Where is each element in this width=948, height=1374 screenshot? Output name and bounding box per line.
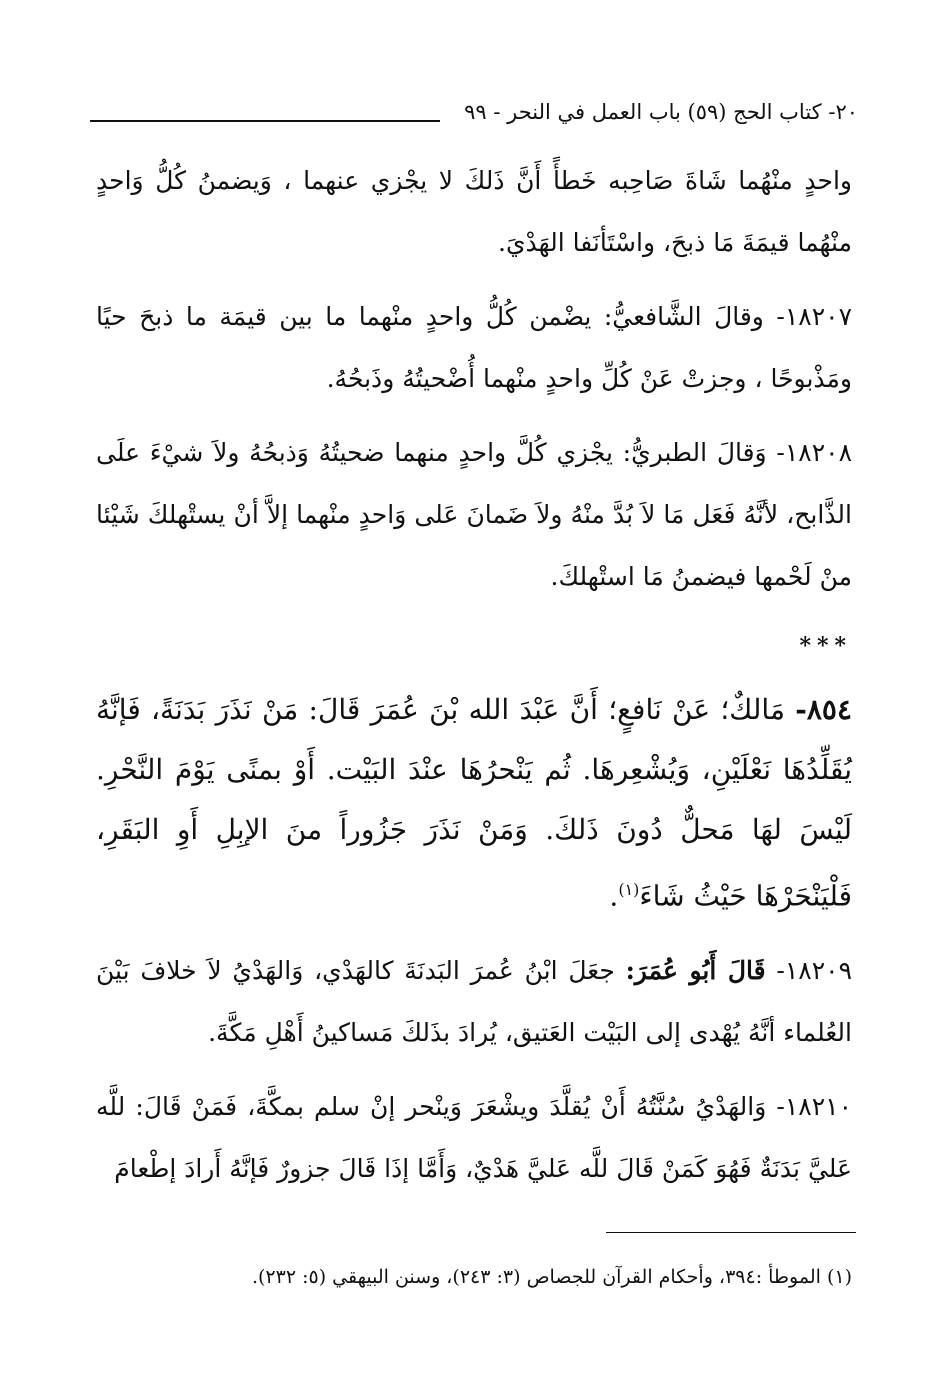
paragraph-18207: ١٨٢٠٧- وقالَ الشَّافعيُّ: يضْمن كُلُّ واحدٍ منْهما ما بين قيمَة ما ذبحَ حيًا ومَذْبوحًا ، وجزتْ عَنْ كُلِّ واحدٍ منْهما أُضْحيتُهُ وذَبحُهُ. bbox=[96, 302, 852, 393]
hadith-number: ٨٥٤- bbox=[795, 693, 852, 726]
paragraph-lead: قَالَ أَبُو عُمَرَ: bbox=[625, 956, 766, 986]
main-text bbox=[96, 150, 852, 1200]
paragraph-number: ١٨٢٠٩- bbox=[776, 956, 852, 986]
footnote-marker: (١) bbox=[618, 880, 640, 899]
paragraph-18208: ١٨٢٠٨- وَقالَ الطبريُّ: يجْزي كُلَّ واحدٍ منهما ضحيتُهُ وَذبحُهُ ولاَ شيْءَ علَى الذَّابح، لأنَّهُ فَعَل مَا لاَ بُدَّ منْهُ ولاَ ضَمانَ عَلى وَاحدٍ منْهما إلاَّ أنْ يستْهلكَ شَيْئا منْ لَحْمها فيضمنُ مَا استْهلكَ. bbox=[96, 438, 852, 591]
section-separator: *** bbox=[799, 633, 852, 659]
running-title: ٢٠- كتاب الحج (٥٩) باب العمل في النحر - ٩٩ bbox=[464, 100, 858, 124]
paragraph-number: ١٨٢٠٧- bbox=[776, 302, 852, 331]
paragraph-number: ١٨٢٠٨- bbox=[776, 438, 852, 467]
footnote-rule bbox=[606, 1232, 856, 1233]
header-rule bbox=[90, 120, 440, 122]
paragraph-number: ١٨٢١٠- bbox=[776, 1092, 852, 1122]
page-header bbox=[90, 92, 858, 132]
hadith-854: ٨٥٤- مَالكٌ؛ عَنْ نَافعٍ؛ أَنَّ عَبْدَ الله بْنَ عُمَرَ قَالَ: مَنْ نَذَرَ بَدَنَةً، فَإنَّهُ يُقَلِّدُهَا نَعْلَيْنِ، وَيُشْعِرهَا. ثُم يَنْحرُهَا عنْدَ البَيْت. أَوْ بمنًى يَوْمَ النَّحْرِ. لَيْسَ لهَا مَحلٌّ دُونَ ذَلكَ. وَمَنْ نَذَرَ جَزُوراً منَ الإبِلِ أَوِ البَقَرِ، فَلْيَنْحَرْهَا حَيْثُ شَاءَ$^{(١)}$. bbox=[96, 693, 852, 913]
paragraph-18209: ١٨٢٠٩- قَالَ أَبُو عُمَرَ: جعَلَ ابْنُ عُمرَ البَدنَةَ كالهَدْي، وَالهَدْيُ لاَ خلافَ بَيْنَ العُلماء أنَّهُ يُهْدى إلى البَيْت العَتيق، يُرادَ بذَلكَ مَساكينُ أَهْلِ مَكَّةَ. bbox=[96, 956, 852, 1048]
paragraph-continuation: واحدٍ منْهُما شَاةَ صَاحِبه خَطأً أَنَّ ذَلكَ لا يجْزي عنهما ، وَيضمنُ كُلُّ وَاحدٍ منْهُما قيمَةَ مَا ذبحَ، واسْتَأنَفا الهَدْيَ. bbox=[96, 166, 852, 257]
paragraph-18210: ١٨٢١٠- وَالهَدْيُ سُنَّتُهُ أَنْ يُقلَّدَ ويشْعَرَ وَينْحر إنْ سلم بمكَّةَ، فَمَنْ قَالَ: للَّه عَليَّ بَدَنَةٌ فَهُوَ كَمَنْ قَالَ للَّه عَليَّ هَدْيٌ، وَأَمَّا إذَا قَالَ جزورٌ فَإنَّهُ أَرادَ إطْعامَ bbox=[96, 1092, 852, 1184]
footnote: (١) الموطأ :٣٩٤، وأحكام القرآن للجصاص (٣: ٢٤٣)، وسنن البيهقي (٥: ٢٣٢). bbox=[251, 1266, 852, 1288]
